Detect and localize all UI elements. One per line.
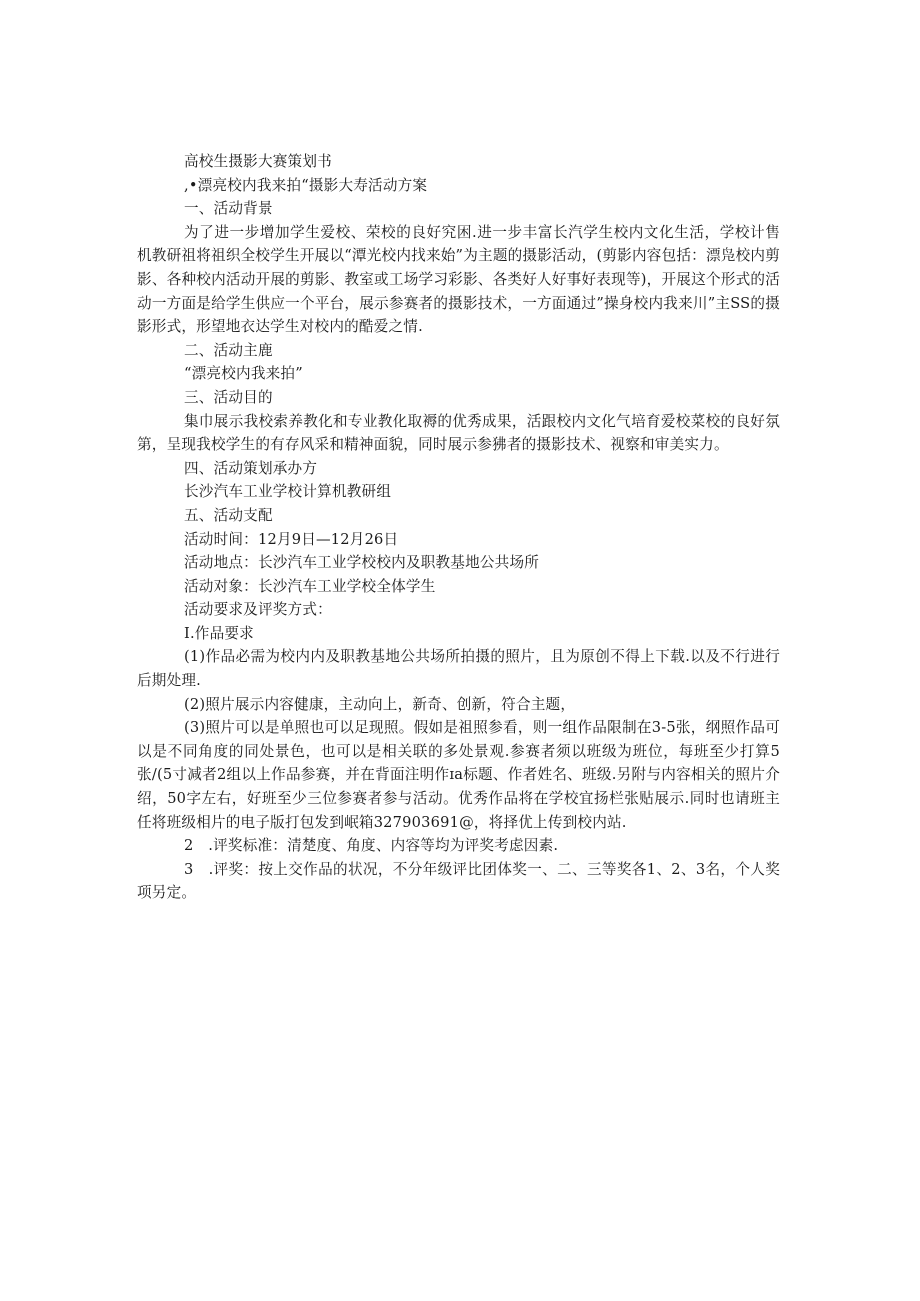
activity-audience: 活动对象：长沙汽车工业学校全体学生 bbox=[184, 577, 436, 595]
award-details: 3 .评奖：按上交作品的状况，不分年级评比团体奖一、二、三等奖各1、2、3名，个人奖项另定。 bbox=[137, 860, 780, 902]
requirement-2: (2)照片展示内容健康，主动向上，新奇、创新，符合主题， bbox=[184, 695, 576, 713]
paragraph-organizer: 长沙汽车工业学校计算机教研组 bbox=[184, 483, 392, 501]
section-heading-theme: 二、活动主鹿 bbox=[184, 341, 273, 359]
paragraph-theme: “漂亮校内我来拍” bbox=[184, 365, 303, 383]
requirements-heading: 活动要求及评奖方式： bbox=[184, 601, 332, 619]
requirement-1: (1)作品必需为校内内及职教基地公共场所拍摄的照片，且为原创不得上下载.以及不行进行后期处理. bbox=[137, 648, 780, 690]
award-criteria: 2 .评奖标准：清楚度、角度、内容等均为评奖考虑因素. bbox=[184, 837, 559, 855]
paragraph-purpose: 集巾展示我校索养教化和专业教化取褥的优秀成果，活跟校内文化气培育爱校菜校的良好氛第，呈现我校学生的有存风采和精神面貌，同时展示参狒者的摄影技术、视察和审美实力。 bbox=[137, 412, 780, 454]
works-heading: I.作品要求 bbox=[184, 624, 254, 642]
document-title: 高校生摄影大赛策划书 bbox=[184, 153, 332, 170]
section-heading-arrangement: 五、活动支配 bbox=[184, 506, 273, 524]
section-heading-background: 一、活动背景 bbox=[184, 200, 273, 218]
document-subtitle: ,•漂亮校内我来拍“摄影大寿活动方案 bbox=[184, 176, 428, 194]
activity-time: 活动时间：12月9日—12月26日 bbox=[184, 530, 399, 548]
paragraph-background: 为了进一步增加学生爱校、荣校的良好究困.进一步丰富长汽学生校内文化生活，学校计售机教研祖将祖织全校学生开展以“潭光校内找来始”为主题的摄影活动，(剪影内容包括：漂凫校内剪影、各种校内活动开展的剪影、教室或工场学习彩影、各类好人好事好表现等)，开展这个形式的活动一方面是给学生供应一个平台，展示参赛者的摄影技术，一方面通过”操身校内我来川”主SS的摄影形式，形望地衣达学生对校内的酷爱之情. bbox=[137, 223, 780, 336]
requirement-3: (3)照片可以是单照也可以足现照。假如是祖照参看，则一组作品限制在3-5张，纲照作品可以是不同角度的同处景色，也可以是相关联的多处景观.参赛者须以班级为班位，每班至少打算5张/(5寸减者2组以上作品参赛，并在背面注明作ɪa标题、作者姓名、班级.另附与内容相关的照片介绍，50字左右，好班至少三位参赛者参与活动。优秀作品将在学校宜扬栏张贴展示.同时也请班主任将班级相片的电子版打包发到岷箱327903691@，将择优上传到校内站. bbox=[137, 719, 780, 831]
section-heading-organizer: 四、活动策划承办方 bbox=[184, 459, 318, 477]
activity-location: 活动地点：长沙汽车工业学校校内及职教基地公共场所 bbox=[184, 554, 540, 572]
section-heading-purpose: 三、活动目的 bbox=[184, 388, 273, 406]
document-page bbox=[137, 150, 780, 905]
